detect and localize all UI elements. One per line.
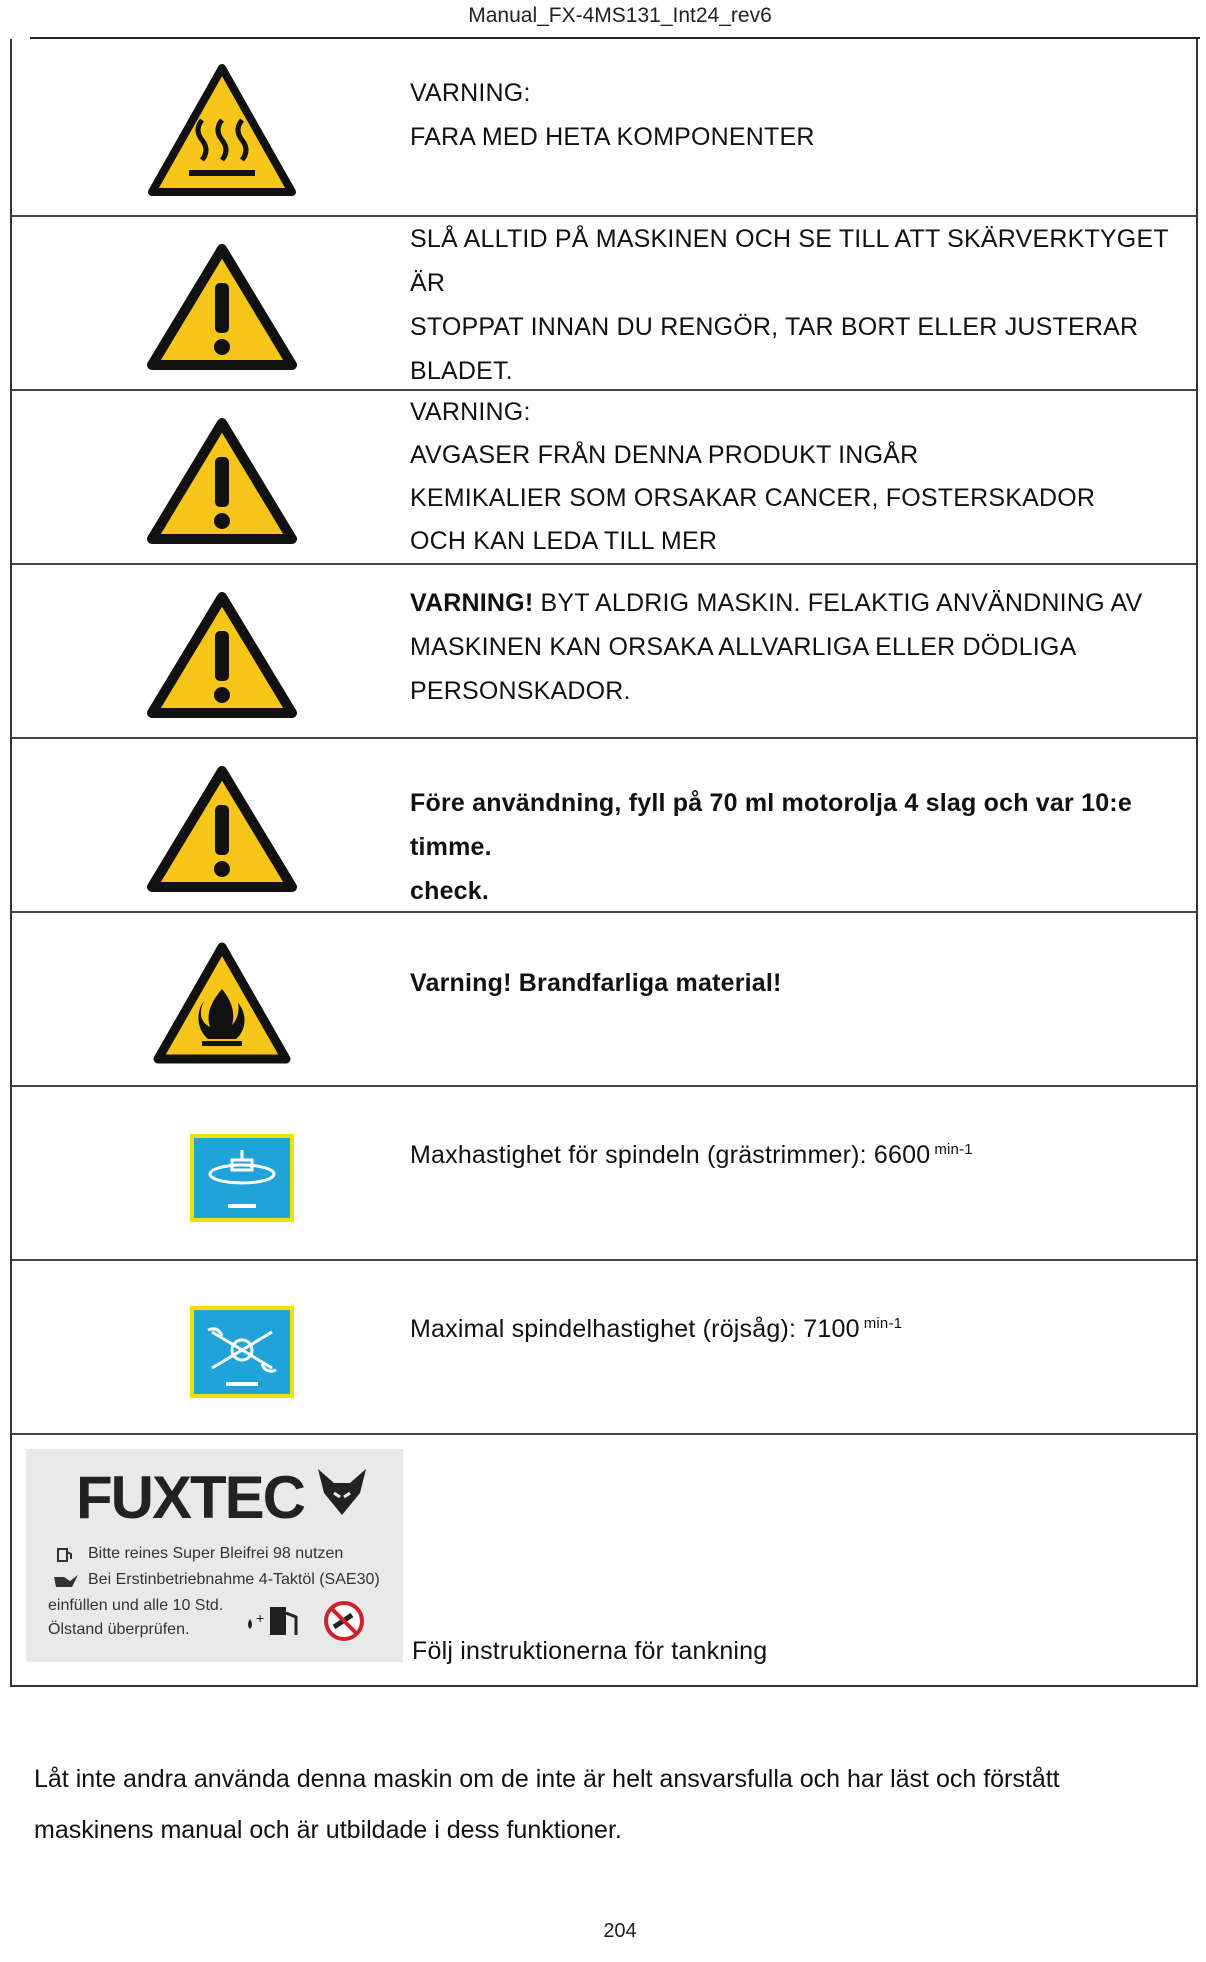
warning-label: VARNING! <box>410 589 534 617</box>
svg-text:+: + <box>256 1610 265 1626</box>
table-row <box>12 389 1196 563</box>
hot-surface-warning-icon <box>132 55 312 205</box>
fox-logo-icon <box>314 1463 370 1519</box>
oil-can-icon <box>50 1571 80 1589</box>
fuel-pump-icon <box>56 1545 74 1563</box>
usage-note <box>34 1754 1174 1856</box>
unit-superscript: min-1 <box>863 1314 903 1332</box>
table-row <box>12 563 1196 737</box>
spindle-speed-text: Maxhastighet för spindeln (grästrimmer): 6600 <box>410 1141 931 1169</box>
fuel-mix-icon <box>244 1599 300 1643</box>
exclamation-warning-icon <box>132 233 312 383</box>
brush-cutter-speed-icon <box>152 1277 332 1427</box>
row-text-line: KEMIKALIER SOM ORSAKAR CANCER, FOSTERSKADOR <box>410 484 1096 512</box>
table-row <box>12 39 1196 215</box>
fuel-label <box>26 1449 403 1662</box>
unit-superscript: min-1 <box>934 1140 973 1158</box>
label-line: einfüllen und alle 10 Std. <box>48 1597 224 1614</box>
page-number: 204 <box>603 1920 637 1942</box>
row-text-line: SLÅ ALLTID PÅ MASKINEN OCH SE TILL ATT SKÄRVERKTYGET ÄR <box>410 225 1169 297</box>
brand-logo: FUXTEC <box>76 1464 304 1531</box>
table-row <box>12 911 1196 1085</box>
label-line: Bei Erstinbetriebnahme 4-Taktöl (SAE30) <box>88 1571 380 1588</box>
spindle-speed-text: Maximal spindelhastighet (röjsåg): 7100 <box>410 1315 860 1343</box>
exclamation-warning-icon <box>132 407 312 557</box>
usage-note-line: Låt inte andra använda denna maskin om de inte är helt ansvarsfulla och har läst och förstått <box>34 1765 1060 1793</box>
safety-symbol-table <box>10 39 1198 1687</box>
label-line: Ölstand überprüfen. <box>48 1621 190 1638</box>
document-header: Manual_FX-4MS131_Int24_rev6 <box>468 4 772 27</box>
table-row <box>12 737 1196 911</box>
row-text-line: PERSONSKADOR. <box>410 677 631 705</box>
row-text-line: Före användning, fyll på 70 ml motorolja 4 slag och var 10:e timme. <box>410 789 1132 861</box>
row-text-line: Varning! Brandfarliga material! <box>410 969 782 997</box>
table-row <box>12 215 1196 389</box>
label-line: Bitte reines Super Bleifrei 98 nutzen <box>88 1545 344 1562</box>
row-text-line: BYT ALDRIG MASKIN. FELAKTIG ANVÄNDNING AV <box>533 589 1143 617</box>
row-text-line: AVGASER FRÅN DENNA PRODUKT INGÅR <box>410 441 919 469</box>
table-row <box>12 1433 1196 1685</box>
flammable-warning-icon <box>132 929 312 1079</box>
row-text-line: FARA MED HETA KOMPONENTER <box>410 123 815 151</box>
exclamation-warning-icon <box>132 581 312 731</box>
exclamation-warning-icon <box>132 755 312 905</box>
fuel-instruction-caption: Följ instruktionerna för tankning <box>412 1637 768 1665</box>
row-text-line: OCH KAN LEDA TILL MER <box>410 527 718 555</box>
row-text-line: BLADET. <box>410 357 513 385</box>
no-smoking-icon <box>322 1599 366 1643</box>
table-row <box>12 1085 1196 1259</box>
grass-trimmer-speed-icon <box>152 1103 332 1253</box>
row-text-line: VARNING: <box>410 79 531 107</box>
row-text-line: MASKINEN KAN ORSAKA ALLVARLIGA ELLER DÖDLIGA <box>410 633 1077 661</box>
row-text-line: VARNING: <box>410 398 531 426</box>
row-text-line: STOPPAT INNAN DU RENGÖR, TAR BORT ELLER JUSTERAR <box>410 313 1139 341</box>
table-row <box>12 1259 1196 1433</box>
row-text-line: check. <box>410 877 490 905</box>
usage-note-line: maskinens manual och är utbildade i dess funktioner. <box>34 1816 622 1844</box>
